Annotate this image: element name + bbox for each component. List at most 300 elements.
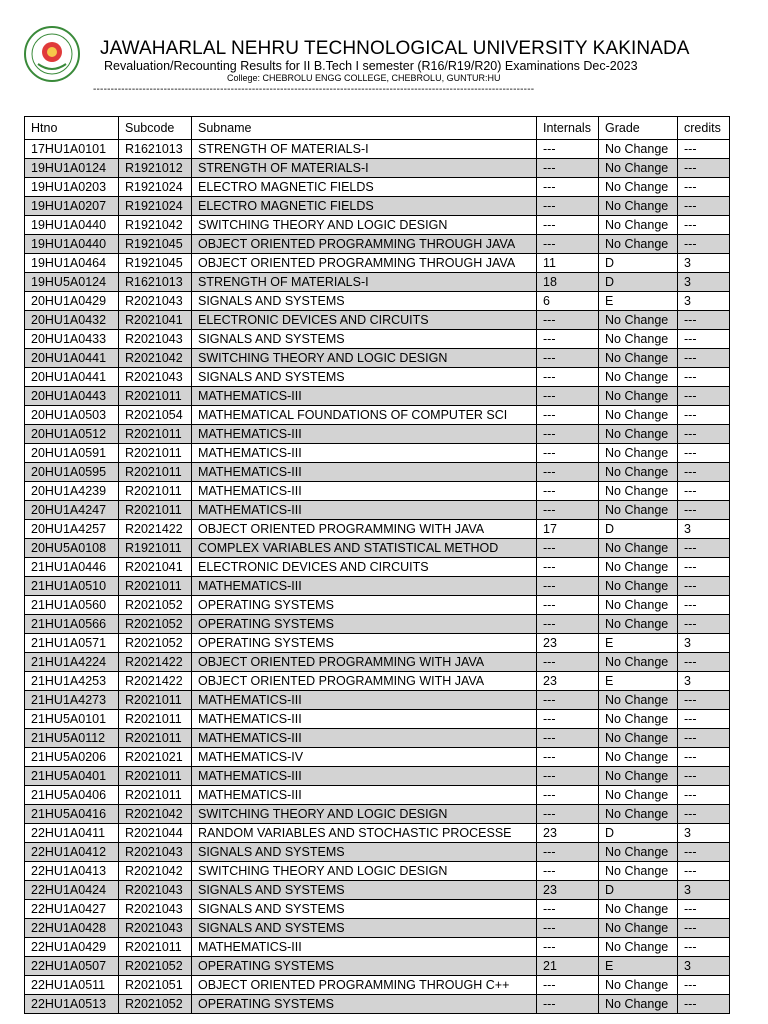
internals-cell: --- bbox=[537, 425, 599, 444]
internals-cell: --- bbox=[537, 938, 599, 957]
subname-cell: MATHEMATICS-III bbox=[192, 938, 537, 957]
htno-cell: 22HU1A0424 bbox=[25, 881, 119, 900]
grade-cell: E bbox=[599, 957, 678, 976]
col-htno: Htno bbox=[25, 117, 119, 140]
separator-line: ----------------------------------------------------------------------------------------------------------------------------- bbox=[93, 84, 535, 95]
subname-cell: ELECTRO MAGNETIC FIELDS bbox=[192, 178, 537, 197]
grade-cell: No Change bbox=[599, 786, 678, 805]
table-row bbox=[25, 311, 730, 330]
subname-cell: SIGNALS AND SYSTEMS bbox=[192, 919, 537, 938]
grade-cell: No Change bbox=[599, 444, 678, 463]
htno-cell: 20HU1A4247 bbox=[25, 501, 119, 520]
grade-cell: No Change bbox=[599, 862, 678, 881]
table-row bbox=[25, 919, 730, 938]
credits-cell: --- bbox=[678, 235, 730, 254]
htno-cell: 20HU5A0108 bbox=[25, 539, 119, 558]
grade-cell: No Change bbox=[599, 387, 678, 406]
internals-cell: --- bbox=[537, 577, 599, 596]
table-row bbox=[25, 615, 730, 634]
subcode-cell: R2021041 bbox=[119, 558, 192, 577]
grade-cell: No Change bbox=[599, 843, 678, 862]
internals-cell: --- bbox=[537, 919, 599, 938]
credits-cell: 3 bbox=[678, 520, 730, 539]
subname-cell: MATHEMATICS-III bbox=[192, 501, 537, 520]
subcode-cell: R2021043 bbox=[119, 368, 192, 387]
htno-cell: 22HU1A0429 bbox=[25, 938, 119, 957]
credits-cell: --- bbox=[678, 710, 730, 729]
internals-cell: 21 bbox=[537, 957, 599, 976]
subcode-cell: R2021011 bbox=[119, 387, 192, 406]
grade-cell: No Change bbox=[599, 482, 678, 501]
credits-cell: --- bbox=[678, 805, 730, 824]
credits-cell: --- bbox=[678, 615, 730, 634]
subname-cell: OBJECT ORIENTED PROGRAMMING THROUGH JAVA bbox=[192, 235, 537, 254]
subcode-cell: R2021011 bbox=[119, 729, 192, 748]
subname-cell: OBJECT ORIENTED PROGRAMMING WITH JAVA bbox=[192, 672, 537, 691]
internals-cell: --- bbox=[537, 729, 599, 748]
subcode-cell: R2021021 bbox=[119, 748, 192, 767]
subcode-cell: R2021422 bbox=[119, 672, 192, 691]
table-row bbox=[25, 216, 730, 235]
table-row bbox=[25, 558, 730, 577]
table-row bbox=[25, 235, 730, 254]
htno-cell: 19HU5A0124 bbox=[25, 273, 119, 292]
credits-cell: --- bbox=[678, 995, 730, 1014]
internals-cell: --- bbox=[537, 197, 599, 216]
htno-cell: 19HU1A0207 bbox=[25, 197, 119, 216]
internals-cell: 11 bbox=[537, 254, 599, 273]
credits-cell: --- bbox=[678, 558, 730, 577]
credits-cell: --- bbox=[678, 501, 730, 520]
credits-cell: --- bbox=[678, 862, 730, 881]
subname-cell: RANDOM VARIABLES AND STOCHASTIC PROCESSE bbox=[192, 824, 537, 843]
grade-cell: D bbox=[599, 254, 678, 273]
htno-cell: 21HU1A0560 bbox=[25, 596, 119, 615]
grade-cell: No Change bbox=[599, 501, 678, 520]
credits-cell: 3 bbox=[678, 672, 730, 691]
subcode-cell: R1921024 bbox=[119, 178, 192, 197]
htno-cell: 21HU5A0112 bbox=[25, 729, 119, 748]
table-row bbox=[25, 425, 730, 444]
subcode-cell: R2021011 bbox=[119, 501, 192, 520]
subcode-cell: R2021041 bbox=[119, 311, 192, 330]
internals-cell: --- bbox=[537, 748, 599, 767]
htno-cell: 22HU1A0511 bbox=[25, 976, 119, 995]
internals-cell: 23 bbox=[537, 672, 599, 691]
subcode-cell: R2021043 bbox=[119, 843, 192, 862]
subname-cell: OPERATING SYSTEMS bbox=[192, 596, 537, 615]
credits-cell: --- bbox=[678, 539, 730, 558]
subname-cell: MATHEMATICS-III bbox=[192, 444, 537, 463]
grade-cell: No Change bbox=[599, 539, 678, 558]
internals-cell: --- bbox=[537, 482, 599, 501]
htno-cell: 20HU1A0441 bbox=[25, 368, 119, 387]
table-row bbox=[25, 463, 730, 482]
subcode-cell: R2021011 bbox=[119, 710, 192, 729]
subname-cell: OPERATING SYSTEMS bbox=[192, 995, 537, 1014]
results-subtitle: Revaluation/Recounting Results for II B.Tech I semester (R16/R19/R20) Examinations Dec-2023 bbox=[104, 59, 638, 73]
subcode-cell: R1921011 bbox=[119, 539, 192, 558]
credits-cell: 3 bbox=[678, 273, 730, 292]
table-row bbox=[25, 729, 730, 748]
internals-cell: --- bbox=[537, 615, 599, 634]
internals-cell: --- bbox=[537, 976, 599, 995]
credits-cell: 3 bbox=[678, 634, 730, 653]
table-row bbox=[25, 520, 730, 539]
credits-cell: 3 bbox=[678, 292, 730, 311]
credits-cell: --- bbox=[678, 919, 730, 938]
subname-cell: SWITCHING THEORY AND LOGIC DESIGN bbox=[192, 805, 537, 824]
subname-cell: MATHEMATICS-III bbox=[192, 729, 537, 748]
table-row bbox=[25, 444, 730, 463]
credits-cell: --- bbox=[678, 482, 730, 501]
subcode-cell: R2021043 bbox=[119, 900, 192, 919]
table-row bbox=[25, 254, 730, 273]
table-row bbox=[25, 577, 730, 596]
subname-cell: SIGNALS AND SYSTEMS bbox=[192, 368, 537, 387]
subcode-cell: R2021051 bbox=[119, 976, 192, 995]
subname-cell: COMPLEX VARIABLES AND STATISTICAL METHOD bbox=[192, 539, 537, 558]
col-grade: Grade bbox=[599, 117, 678, 140]
grade-cell: No Change bbox=[599, 653, 678, 672]
credits-cell: 3 bbox=[678, 881, 730, 900]
credits-cell: 3 bbox=[678, 957, 730, 976]
grade-cell: D bbox=[599, 881, 678, 900]
subcode-cell: R2021052 bbox=[119, 596, 192, 615]
table-row bbox=[25, 976, 730, 995]
internals-cell: 23 bbox=[537, 634, 599, 653]
internals-cell: --- bbox=[537, 368, 599, 387]
htno-cell: 21HU1A0446 bbox=[25, 558, 119, 577]
htno-cell: 19HU1A0464 bbox=[25, 254, 119, 273]
grade-cell: No Change bbox=[599, 235, 678, 254]
credits-cell: --- bbox=[678, 463, 730, 482]
grade-cell: No Change bbox=[599, 558, 678, 577]
credits-cell: --- bbox=[678, 159, 730, 178]
credits-cell: 3 bbox=[678, 824, 730, 843]
table-header-row bbox=[25, 117, 730, 140]
internals-cell: --- bbox=[537, 995, 599, 1014]
grade-cell: No Change bbox=[599, 406, 678, 425]
table-row bbox=[25, 767, 730, 786]
credits-cell: --- bbox=[678, 216, 730, 235]
htno-cell: 20HU1A0429 bbox=[25, 292, 119, 311]
htno-cell: 21HU5A0401 bbox=[25, 767, 119, 786]
table-row bbox=[25, 672, 730, 691]
grade-cell: No Change bbox=[599, 615, 678, 634]
table-row bbox=[25, 748, 730, 767]
internals-cell: --- bbox=[537, 843, 599, 862]
subcode-cell: R1921012 bbox=[119, 159, 192, 178]
grade-cell: No Change bbox=[599, 995, 678, 1014]
subname-cell: SWITCHING THEORY AND LOGIC DESIGN bbox=[192, 349, 537, 368]
htno-cell: 20HU1A4257 bbox=[25, 520, 119, 539]
subcode-cell: R2021054 bbox=[119, 406, 192, 425]
htno-cell: 20HU1A0595 bbox=[25, 463, 119, 482]
table-row bbox=[25, 349, 730, 368]
subcode-cell: R2021011 bbox=[119, 786, 192, 805]
table-row bbox=[25, 140, 730, 159]
htno-cell: 21HU1A0510 bbox=[25, 577, 119, 596]
subcode-cell: R2021043 bbox=[119, 881, 192, 900]
table-row bbox=[25, 406, 730, 425]
subcode-cell: R2021042 bbox=[119, 805, 192, 824]
subname-cell: SWITCHING THEORY AND LOGIC DESIGN bbox=[192, 862, 537, 881]
grade-cell: No Change bbox=[599, 216, 678, 235]
subcode-cell: R2021422 bbox=[119, 653, 192, 672]
credits-cell: --- bbox=[678, 596, 730, 615]
internals-cell: --- bbox=[537, 349, 599, 368]
subcode-cell: R2021043 bbox=[119, 292, 192, 311]
internals-cell: --- bbox=[537, 311, 599, 330]
subcode-cell: R2021011 bbox=[119, 482, 192, 501]
subname-cell: SWITCHING THEORY AND LOGIC DESIGN bbox=[192, 216, 537, 235]
subcode-cell: R2021011 bbox=[119, 577, 192, 596]
htno-cell: 19HU1A0440 bbox=[25, 216, 119, 235]
table-row bbox=[25, 634, 730, 653]
subcode-cell: R2021052 bbox=[119, 634, 192, 653]
htno-cell: 21HU5A0206 bbox=[25, 748, 119, 767]
subname-cell: OPERATING SYSTEMS bbox=[192, 615, 537, 634]
internals-cell: 23 bbox=[537, 824, 599, 843]
credits-cell: 3 bbox=[678, 254, 730, 273]
subname-cell: MATHEMATICS-III bbox=[192, 786, 537, 805]
subname-cell: MATHEMATICS-III bbox=[192, 387, 537, 406]
grade-cell: No Change bbox=[599, 159, 678, 178]
credits-cell: --- bbox=[678, 444, 730, 463]
table-row bbox=[25, 805, 730, 824]
htno-cell: 19HU1A0440 bbox=[25, 235, 119, 254]
subcode-cell: R1921045 bbox=[119, 254, 192, 273]
htno-cell: 20HU1A0433 bbox=[25, 330, 119, 349]
table-row bbox=[25, 843, 730, 862]
credits-cell: --- bbox=[678, 900, 730, 919]
results-table bbox=[24, 116, 730, 1014]
table-row bbox=[25, 368, 730, 387]
subname-cell: ELECTRONIC DEVICES AND CIRCUITS bbox=[192, 311, 537, 330]
internals-cell: --- bbox=[537, 767, 599, 786]
htno-cell: 21HU1A4224 bbox=[25, 653, 119, 672]
university-logo bbox=[24, 26, 80, 82]
internals-cell: --- bbox=[537, 539, 599, 558]
subname-cell: MATHEMATICS-III bbox=[192, 691, 537, 710]
htno-cell: 22HU1A0427 bbox=[25, 900, 119, 919]
grade-cell: No Change bbox=[599, 900, 678, 919]
grade-cell: No Change bbox=[599, 805, 678, 824]
credits-cell: --- bbox=[678, 786, 730, 805]
table-row bbox=[25, 539, 730, 558]
internals-cell: --- bbox=[537, 710, 599, 729]
htno-cell: 22HU1A0413 bbox=[25, 862, 119, 881]
internals-cell: --- bbox=[537, 596, 599, 615]
col-internals: Internals bbox=[537, 117, 599, 140]
university-title: JAWAHARLAL NEHRU TECHNOLOGICAL UNIVERSITY KAKINADA bbox=[100, 38, 690, 59]
table-row bbox=[25, 824, 730, 843]
subcode-cell: R2021052 bbox=[119, 615, 192, 634]
col-credits: credits bbox=[678, 117, 730, 140]
subcode-cell: R1921024 bbox=[119, 197, 192, 216]
subname-cell: MATHEMATICS-IV bbox=[192, 748, 537, 767]
subcode-cell: R2021043 bbox=[119, 330, 192, 349]
grade-cell: No Change bbox=[599, 919, 678, 938]
credits-cell: --- bbox=[678, 653, 730, 672]
htno-cell: 22HU1A0412 bbox=[25, 843, 119, 862]
grade-cell: No Change bbox=[599, 938, 678, 957]
credits-cell: --- bbox=[678, 387, 730, 406]
internals-cell: --- bbox=[537, 406, 599, 425]
credits-cell: --- bbox=[678, 311, 730, 330]
subname-cell: SIGNALS AND SYSTEMS bbox=[192, 292, 537, 311]
table-row bbox=[25, 881, 730, 900]
htno-cell: 20HU1A0591 bbox=[25, 444, 119, 463]
subname-cell: STRENGTH OF MATERIALS-I bbox=[192, 273, 537, 292]
subcode-cell: R2021042 bbox=[119, 349, 192, 368]
grade-cell: No Change bbox=[599, 729, 678, 748]
grade-cell: D bbox=[599, 273, 678, 292]
subname-cell: MATHEMATICS-III bbox=[192, 577, 537, 596]
credits-cell: --- bbox=[678, 368, 730, 387]
htno-cell: 22HU1A0428 bbox=[25, 919, 119, 938]
grade-cell: No Change bbox=[599, 463, 678, 482]
col-subname: Subname bbox=[192, 117, 537, 140]
internals-cell: --- bbox=[537, 653, 599, 672]
internals-cell: --- bbox=[537, 140, 599, 159]
subname-cell: STRENGTH OF MATERIALS-I bbox=[192, 140, 537, 159]
htno-cell: 21HU5A0406 bbox=[25, 786, 119, 805]
internals-cell: 17 bbox=[537, 520, 599, 539]
credits-cell: --- bbox=[678, 843, 730, 862]
subcode-cell: R1921042 bbox=[119, 216, 192, 235]
subcode-cell: R2021011 bbox=[119, 767, 192, 786]
table-row bbox=[25, 995, 730, 1014]
subcode-cell: R2021011 bbox=[119, 463, 192, 482]
credits-cell: --- bbox=[678, 691, 730, 710]
subname-cell: MATHEMATICS-III bbox=[192, 767, 537, 786]
subcode-cell: R2021052 bbox=[119, 957, 192, 976]
credits-cell: --- bbox=[678, 577, 730, 596]
internals-cell: --- bbox=[537, 444, 599, 463]
credits-cell: --- bbox=[678, 178, 730, 197]
internals-cell: --- bbox=[537, 558, 599, 577]
table-row bbox=[25, 710, 730, 729]
grade-cell: No Change bbox=[599, 368, 678, 387]
grade-cell: No Change bbox=[599, 577, 678, 596]
table-row bbox=[25, 501, 730, 520]
subname-cell: SIGNALS AND SYSTEMS bbox=[192, 843, 537, 862]
htno-cell: 22HU1A0513 bbox=[25, 995, 119, 1014]
subcode-cell: R2021011 bbox=[119, 425, 192, 444]
subcode-cell: R2021042 bbox=[119, 862, 192, 881]
htno-cell: 21HU1A0566 bbox=[25, 615, 119, 634]
htno-cell: 21HU5A0101 bbox=[25, 710, 119, 729]
grade-cell: No Change bbox=[599, 710, 678, 729]
internals-cell: --- bbox=[537, 501, 599, 520]
internals-cell: 6 bbox=[537, 292, 599, 311]
htno-cell: 17HU1A0101 bbox=[25, 140, 119, 159]
subname-cell: SIGNALS AND SYSTEMS bbox=[192, 881, 537, 900]
grade-cell: No Change bbox=[599, 178, 678, 197]
subcode-cell: R2021044 bbox=[119, 824, 192, 843]
grade-cell: D bbox=[599, 824, 678, 843]
internals-cell: --- bbox=[537, 216, 599, 235]
htno-cell: 20HU1A0441 bbox=[25, 349, 119, 368]
subname-cell: MATHEMATICS-III bbox=[192, 710, 537, 729]
htno-cell: 22HU1A0507 bbox=[25, 957, 119, 976]
grade-cell: No Change bbox=[599, 767, 678, 786]
subcode-cell: R1621013 bbox=[119, 273, 192, 292]
htno-cell: 21HU1A4273 bbox=[25, 691, 119, 710]
credits-cell: --- bbox=[678, 425, 730, 444]
subname-cell: ELECTRONIC DEVICES AND CIRCUITS bbox=[192, 558, 537, 577]
internals-cell: --- bbox=[537, 786, 599, 805]
grade-cell: E bbox=[599, 672, 678, 691]
htno-cell: 20HU1A0503 bbox=[25, 406, 119, 425]
subname-cell: OBJECT ORIENTED PROGRAMMING THROUGH C++ bbox=[192, 976, 537, 995]
subname-cell: OPERATING SYSTEMS bbox=[192, 634, 537, 653]
subcode-cell: R2021011 bbox=[119, 938, 192, 957]
credits-cell: --- bbox=[678, 729, 730, 748]
htno-cell: 20HU1A0512 bbox=[25, 425, 119, 444]
table-row bbox=[25, 596, 730, 615]
subname-cell: OBJECT ORIENTED PROGRAMMING WITH JAVA bbox=[192, 520, 537, 539]
credits-cell: --- bbox=[678, 938, 730, 957]
table-row bbox=[25, 862, 730, 881]
college-name: College: CHEBROLU ENGG COLLEGE, CHEBROLU, GUNTUR:HU bbox=[227, 73, 501, 83]
credits-cell: --- bbox=[678, 349, 730, 368]
grade-cell: No Change bbox=[599, 349, 678, 368]
htno-cell: 22HU1A0411 bbox=[25, 824, 119, 843]
htno-cell: 21HU5A0416 bbox=[25, 805, 119, 824]
grade-cell: No Change bbox=[599, 330, 678, 349]
internals-cell: --- bbox=[537, 330, 599, 349]
htno-cell: 19HU1A0124 bbox=[25, 159, 119, 178]
credits-cell: --- bbox=[678, 406, 730, 425]
internals-cell: --- bbox=[537, 387, 599, 406]
credits-cell: --- bbox=[678, 197, 730, 216]
credits-cell: --- bbox=[678, 767, 730, 786]
credits-cell: --- bbox=[678, 748, 730, 767]
internals-cell: --- bbox=[537, 862, 599, 881]
grade-cell: No Change bbox=[599, 311, 678, 330]
subname-cell: MATHEMATICS-III bbox=[192, 463, 537, 482]
table-row bbox=[25, 273, 730, 292]
grade-cell: No Change bbox=[599, 425, 678, 444]
table-row bbox=[25, 482, 730, 501]
table-row bbox=[25, 957, 730, 976]
subname-cell: OBJECT ORIENTED PROGRAMMING THROUGH JAVA bbox=[192, 254, 537, 273]
subcode-cell: R1621013 bbox=[119, 140, 192, 159]
table-row bbox=[25, 653, 730, 672]
grade-cell: E bbox=[599, 634, 678, 653]
grade-cell: No Change bbox=[599, 691, 678, 710]
subname-cell: SIGNALS AND SYSTEMS bbox=[192, 330, 537, 349]
htno-cell: 21HU1A0571 bbox=[25, 634, 119, 653]
grade-cell: No Change bbox=[599, 976, 678, 995]
internals-cell: --- bbox=[537, 463, 599, 482]
table-row bbox=[25, 387, 730, 406]
internals-cell: --- bbox=[537, 178, 599, 197]
subname-cell: MATHEMATICAL FOUNDATIONS OF COMPUTER SCI bbox=[192, 406, 537, 425]
credits-cell: --- bbox=[678, 140, 730, 159]
internals-cell: --- bbox=[537, 159, 599, 178]
table-row bbox=[25, 159, 730, 178]
htno-cell: 20HU1A0443 bbox=[25, 387, 119, 406]
grade-cell: No Change bbox=[599, 140, 678, 159]
subcode-cell: R2021011 bbox=[119, 691, 192, 710]
subname-cell: MATHEMATICS-III bbox=[192, 482, 537, 501]
table-row bbox=[25, 197, 730, 216]
table-row bbox=[25, 178, 730, 197]
